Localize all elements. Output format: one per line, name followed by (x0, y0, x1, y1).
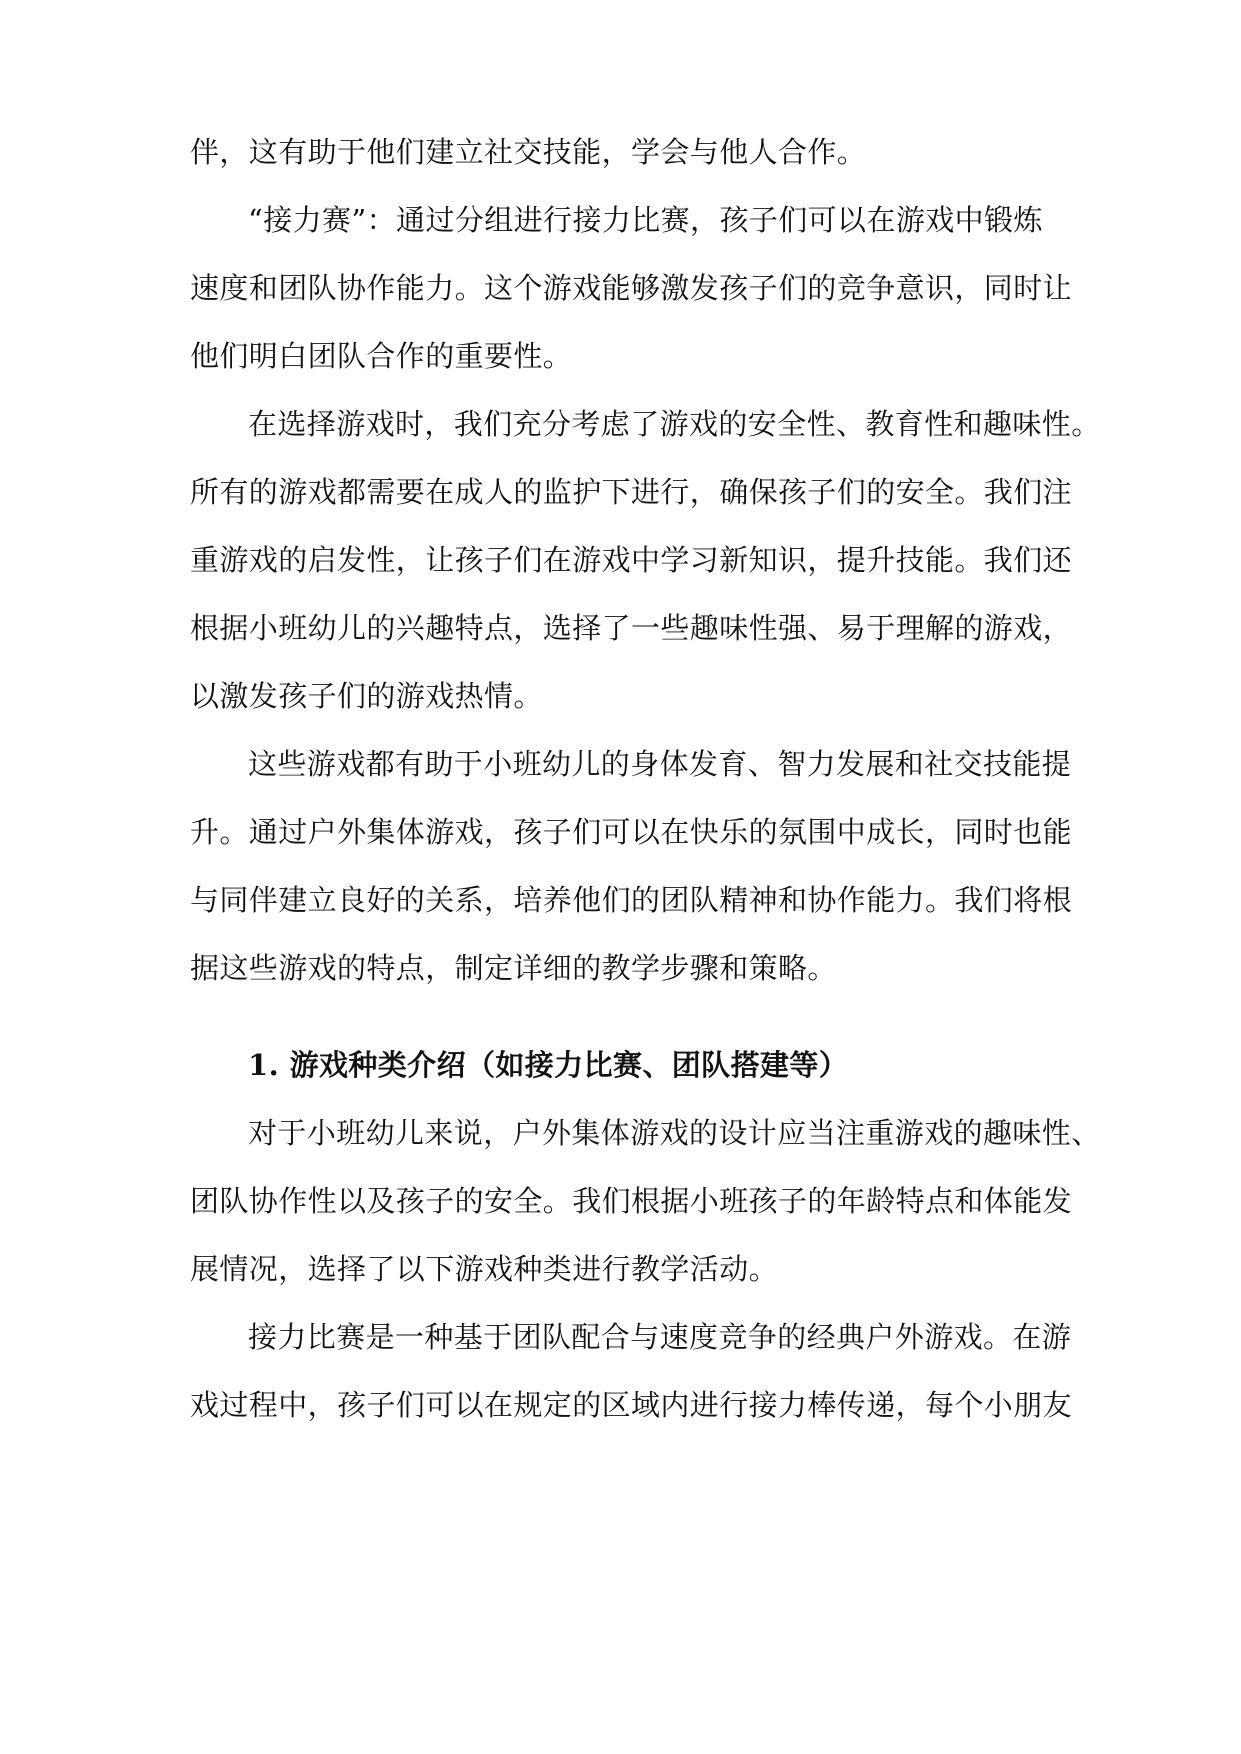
text-line: 团队协作性以及孩子的安全。我们根据小班孩子的年龄特点和体能发 (190, 1184, 1073, 1218)
text-line: 根据小班幼儿的兴趣特点，选择了一些趣味性强、易于理解的游戏， (190, 611, 1073, 645)
text-line: 伴，这有助于他们建立社交技能，学会与他人合作。 (190, 135, 867, 169)
text-line: 这些游戏都有助于小班幼儿的身体发育、智力发展和社交技能提 (248, 747, 1072, 781)
text-line: 接力比赛是一种基于团队配合与速度竞争的经典户外游戏。在游 (248, 1320, 1072, 1354)
text-line: 重游戏的启发性，让孩子们在游戏中学习新知识，提升技能。我们还 (190, 543, 1073, 577)
text-line: 与同伴建立良好的关系，培养他们的团队精神和协作能力。我们将根 (190, 883, 1073, 917)
section-heading: 1. 游戏种类介绍（如接力比赛、团队搭建等） (248, 1048, 849, 1082)
text-line: 速度和团队协作能力。这个游戏能够激发孩子们的竞争意识，同时让 (190, 271, 1073, 305)
text-line: 展情况，选择了以下游戏种类进行教学活动。 (190, 1252, 779, 1286)
text-line: 戏过程中，孩子们可以在规定的区域内进行接力棒传递，每个小朋友 (190, 1388, 1073, 1422)
text-line: 对于小班幼儿来说，户外集体游戏的设计应当注重游戏的趣味性、 (248, 1116, 1101, 1150)
text-line: 升。通过户外集体游戏，孩子们可以在快乐的氛围中成长，同时也能 (190, 815, 1073, 849)
text-line: 所有的游戏都需要在成人的监护下进行，确保孩子们的安全。我们注 (190, 475, 1073, 509)
text-line: 在选择游戏时，我们充分考虑了游戏的安全性、教育性和趣味性。 (248, 407, 1101, 441)
text-line: 他们明白团队合作的重要性。 (190, 339, 573, 373)
text-line: 据这些游戏的特点，制定详细的教学步骤和策略。 (190, 951, 837, 985)
text-line: 以激发孩子们的游戏热情。 (190, 679, 543, 713)
text-line: “接力赛”：通过分组进行接力比赛，孩子们可以在游戏中锻炼 (248, 203, 1043, 237)
